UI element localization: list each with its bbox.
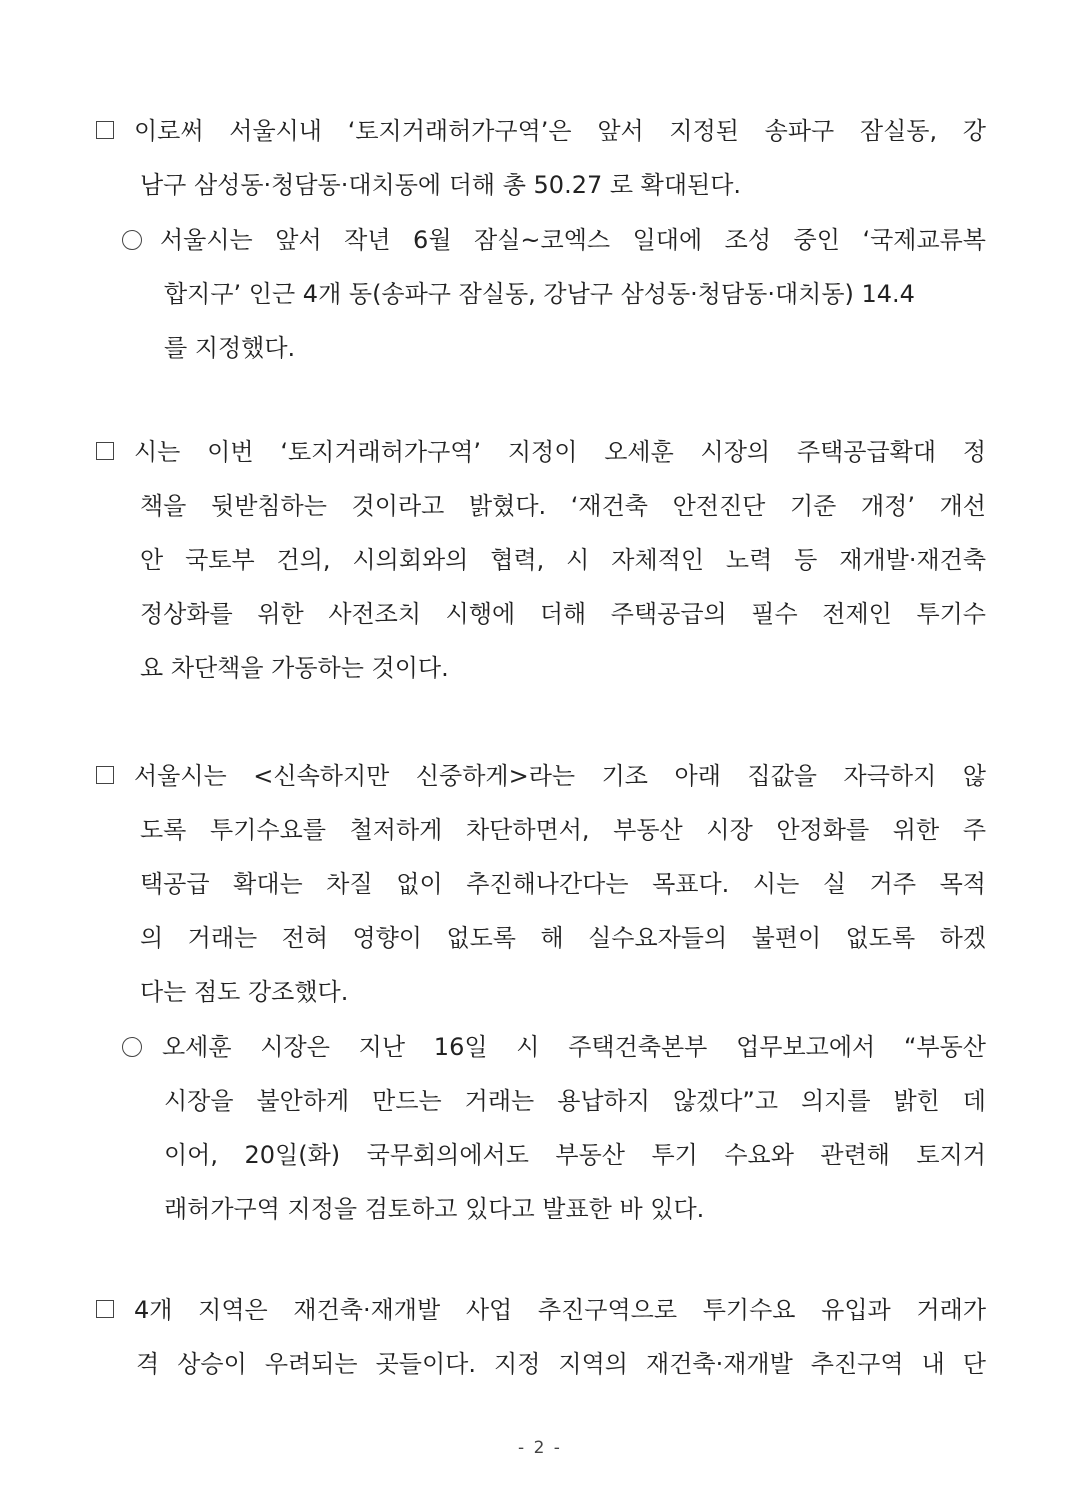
- paragraph-3-sub-line-1: 오세훈 시장은 지난 16일 시 주택건축본부 업무보고에서 “부동산: [162, 1033, 986, 1061]
- paragraph-3-line-3: 택공급 확대는 차질 없이 추진해나간다는 목표다. 시는 실 거주 목적: [140, 870, 986, 898]
- square-bullet-icon: [96, 442, 114, 460]
- square-bullet-icon: [96, 1300, 114, 1318]
- paragraph-3-line-4: 의 거래는 전혀 영향이 없도록 해 실수요자들의 불편이 없도록 하겠: [140, 924, 986, 952]
- circle-bullet-icon: [122, 1037, 142, 1057]
- paragraph-1-sub-line-2: 합지구’ 인근 4개 동(송파구 잠실동, 강남구 삼성동·청담동·대치동) 14.4: [164, 280, 915, 308]
- paragraph-2-line-4: 정상화를 위한 사전조치 시행에 더해 주택공급의 필수 전제인 투기수: [140, 600, 986, 628]
- paragraph-3-line-5: 다는 점도 강조했다.: [140, 978, 349, 1006]
- paragraph-4-line-2: 격 상승이 우려되는 곳들이다. 지정 지역의 재건축·재개발 추진구역 내 단: [136, 1350, 986, 1378]
- paragraph-1-line-2: 남구 삼성동·청담동·대치동에 더해 총 50.27 로 확대된다.: [140, 171, 742, 199]
- paragraph-2-line-3: 안 국토부 건의, 시의회와의 협력, 시 자체적인 노력 등 재개발·재건축: [140, 546, 986, 574]
- square-bullet-icon: [96, 766, 114, 784]
- paragraph-1-line-1: 이로써 서울시내 ‘토지거래허가구역’은 앞서 지정된 송파구 잠실동, 강: [134, 117, 986, 145]
- square-bullet-icon: [96, 121, 114, 139]
- circle-bullet-icon: [122, 230, 142, 250]
- page-number: - 2 -: [518, 1438, 562, 1458]
- paragraph-1-sub-line-1: 서울시는 앞서 작년 6월 잠실~코엑스 일대에 조성 중인 ‘국제교류복: [160, 226, 986, 254]
- paragraph-2-line-5: 요 차단책을 가동하는 것이다.: [140, 654, 449, 682]
- paragraph-1-sub-line-3: 를 지정했다.: [164, 334, 296, 362]
- paragraph-3-line-1: 서울시는 <신속하지만 신중하게>라는 기조 아래 집값을 자극하지 않: [134, 762, 986, 790]
- paragraph-2-line-2: 책을 뒷받침하는 것이라고 밝혔다. ‘재건축 안전진단 기준 개정’ 개선: [140, 492, 986, 520]
- paragraph-3-sub-line-4: 래허가구역 지정을 검토하고 있다고 발표한 바 있다.: [164, 1195, 705, 1223]
- paragraph-3-line-2: 도록 투기수요를 철저하게 차단하면서, 부동산 시장 안정화를 위한 주: [140, 816, 986, 844]
- paragraph-4-line-1: 4개 지역은 재건축·재개발 사업 추진구역으로 투기수요 유입과 거래가: [134, 1296, 986, 1324]
- paragraph-3-sub-line-3: 이어, 20일(화) 국무회의에서도 부동산 투기 수요와 관련해 토지거: [164, 1141, 986, 1169]
- paragraph-3-sub-line-2: 시장을 불안하게 만드는 거래는 용납하지 않겠다”고 의지를 밝힌 데: [164, 1087, 986, 1115]
- paragraph-2-line-1: 시는 이번 ‘토지거래허가구역’ 지정이 오세훈 시장의 주택공급확대 정: [134, 438, 986, 466]
